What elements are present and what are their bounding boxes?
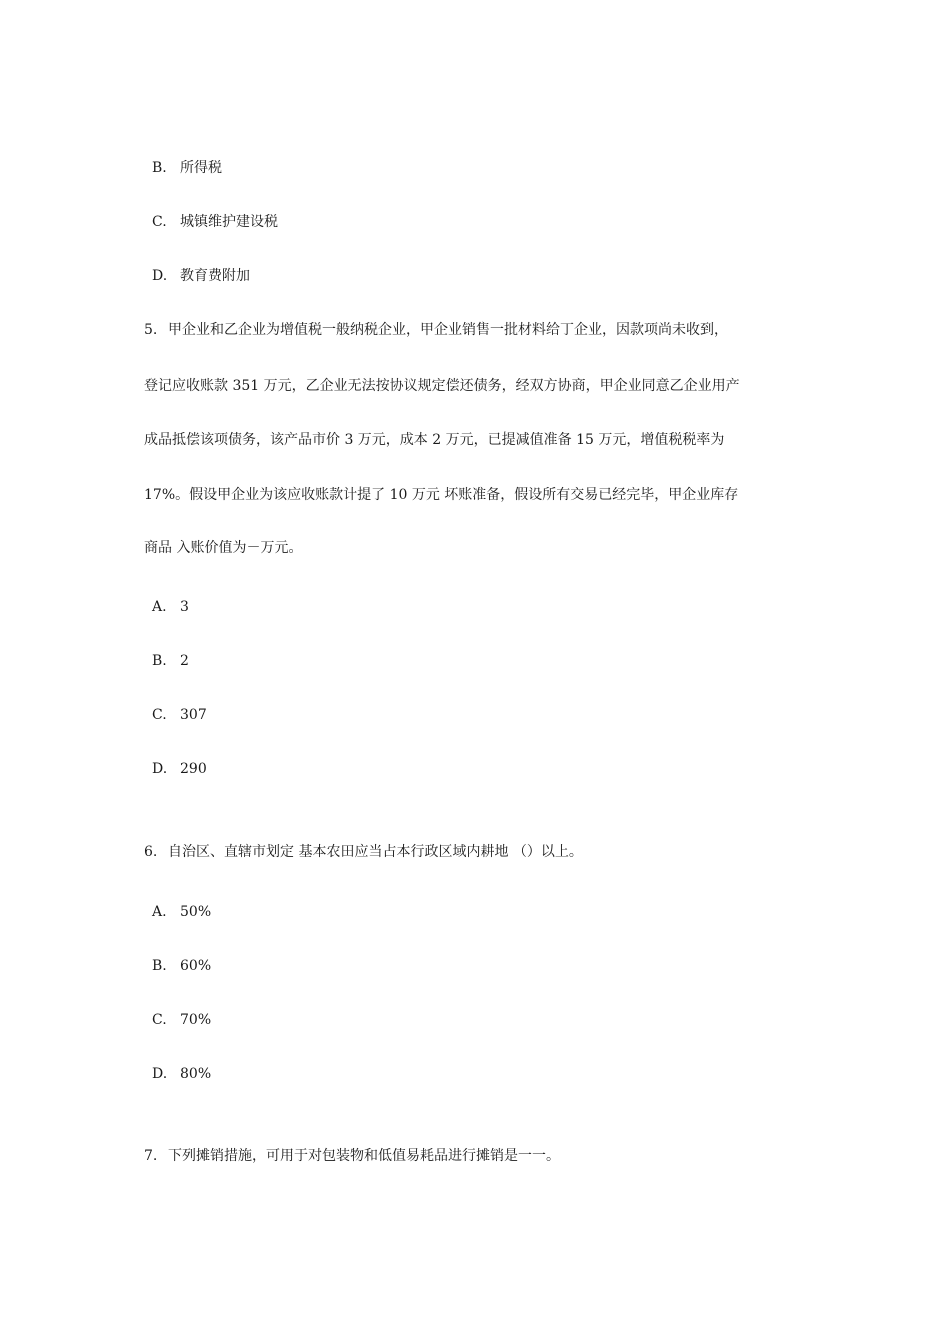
q6-option-c: [152, 1010, 211, 1030]
q5-option-c: [152, 705, 207, 725]
option-letter: D.: [152, 1066, 168, 1082]
q5-option-d: [152, 759, 207, 779]
question-text: 自治区、直辖市划定 基本农田应当占本行政区域内耕地 （）以上。: [168, 844, 583, 860]
question-text: 甲企业和乙企业为增值税一般纳税企业，甲企业销售一批材料给丁企业，因款项尚未收到，: [168, 322, 728, 338]
option-text: 2: [180, 653, 189, 669]
option-text: 3: [180, 599, 189, 615]
option-text: 城镇维护建设税: [180, 214, 278, 230]
q5-stem-line-2: 登记应收账款 351 万元，乙企业无法按协议规定偿还债务，经双方协商，甲企业同意乙企业用产: [144, 378, 740, 394]
option-letter: A.: [152, 904, 167, 920]
q5-stem-line-1: [144, 320, 728, 340]
question-number: 7.: [144, 1148, 158, 1164]
option-letter: D.: [152, 761, 168, 777]
option-text: 80%: [180, 1066, 212, 1082]
q6-stem: [144, 842, 583, 862]
option-letter: D.: [152, 268, 168, 284]
option-text: 50%: [180, 904, 212, 920]
q4-option-b: [152, 158, 222, 178]
q6-option-d: [152, 1064, 211, 1084]
option-letter: A.: [152, 599, 167, 615]
q6-option-a: [152, 902, 211, 922]
question-number: 6.: [144, 844, 158, 860]
option-letter: C.: [152, 1012, 167, 1028]
option-letter: C.: [152, 214, 167, 230]
q4-option-c: [152, 212, 278, 232]
q5-stem-line-5: 商品 入账价值为－万元。: [144, 540, 303, 556]
option-text: 307: [180, 707, 207, 723]
question-number: 5.: [144, 322, 158, 338]
option-text: 290: [180, 761, 207, 777]
option-text: 教育费附加: [180, 268, 250, 284]
option-text: 60%: [180, 958, 212, 974]
q4-option-d: [152, 266, 250, 286]
option-text: 70%: [180, 1012, 212, 1028]
q6-option-b: [152, 956, 211, 976]
question-text: 下列摊销措施，可用于对包装物和低值易耗品进行摊销是一一。: [168, 1148, 560, 1164]
q7-stem: [144, 1146, 560, 1166]
option-letter: C.: [152, 707, 167, 723]
option-letter: B.: [152, 653, 167, 669]
q5-option-b: [152, 651, 189, 671]
q5-option-a: [152, 597, 189, 617]
q5-stem-line-4: 17%。假设甲企业为该应收账款计提了 10 万元 坏账准备，假设所有交易已经完毕，甲企业库存: [144, 487, 739, 503]
option-letter: B.: [152, 958, 167, 974]
q5-stem-line-3: 成品抵偿该项债务，该产品市价 3 万元，成本 2 万元，已提减值准备 15 万元，增值税税率为: [144, 432, 725, 448]
option-text: 所得税: [180, 160, 222, 176]
option-letter: B.: [152, 160, 167, 176]
